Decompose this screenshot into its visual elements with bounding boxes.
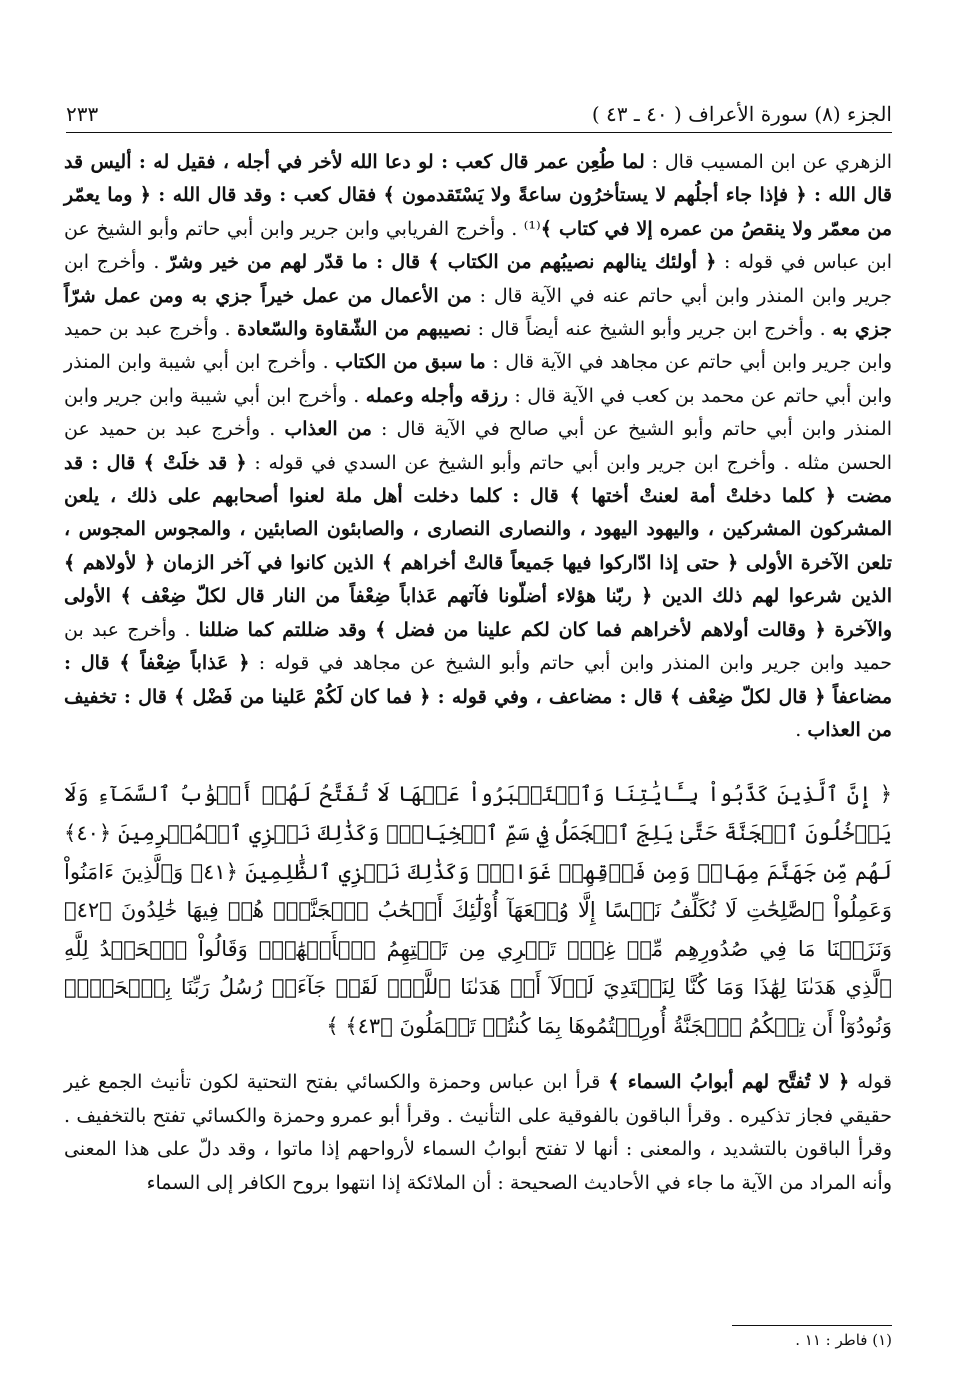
verse-41: لَهُم مِّن جَهَنَّمَ مِهَادٞ وَمِن فَوۡقِهِمۡ غَوَاشٖۚ وَكَذَٰلِكَ نَجۡزِي ٱلظَّٰلِمِينَ [245, 859, 892, 884]
page-body [64, 146, 892, 1200]
commentary-bold: ﴿ قد خلَتْ ﴾ قال : قد مضت ﴿ كلما دخلتْ أمة لعنتْ أختها ﴾ قال : كلما دخلت أهل ملة لعنوا أصحابهم على ذلك ، يلعن المشركون المشركين ، واليهود اليهود ، والنصارى النصارى ، والصابئون الصابئين ، والمجوس المجوس ، تلعن الآخرة الأولى ﴿ حتى إذا ادّاركوا فيها جَميعاً قالتْ أخراهم ﴾ الذين كانوا في آخر الزمان ﴿ لأولاهم ﴾ الذين شرعوا لهم ذلك الدين ﴿ ربّنا هؤلاء أضلّونا فآتهم عَذاباً ضِعْفاً من النار قال لكلّ ضِعْف ﴾ الأولى والآخرة ﴿ وقالت أولاهم لأخراهم فما كان لكم علينا من فضل ﴾ وقد ضللتم كما ضللنا [64, 451, 892, 641]
verse-open-bracket: ﴿ [879, 782, 892, 807]
footnote: (١) فاطر : ١١ . [795, 1331, 892, 1349]
commentary-bold: لما طُعِن عمر قال كعب : لو دعا الله لأخر في أجله ، فقيل له : أليس قد قال الله : ﴿ فإذا جاء أجلُهم لا يستأخرُون ساعةً ولا يَسْتَقدمون ﴾ فقال كعب : وقد قال الله : ﴿ وما يعمّر من معمّر ولا ينقصُ من عمره إلا في كتاب ﴾ [64, 151, 892, 240]
verse-number-41: ﴿٤١﴾ [190, 859, 238, 884]
tafsir-text: قرأ ابن عباس وحمزة والكسائي بفتح التحتية لكون تأنيث الجمع غير حقيقي فجاز تذكيره . وقرأ الباقون بالفوقية على التأنيث . وقرأ أبو عمرو وحمزة والكسائي تفتح بالتخفيف . وقرأ الباقون بالتشديد ، والمعنى : أنها لا تفتح أبوابُ السماء لأرواحهم إذا ماتوا ، وقد دلّ على هذا المعنى وأنه المراد من الآية ما جاء في الأحاديث الصحيحة : أن الملائكة إذا انتهوا بروح الكافر إلى السماء [64, 1071, 892, 1194]
verse-40: إِنَّ ٱلَّذِينَ كَذَّبُواْ بِـَٔايَٰتِنَا وَٱسۡتَكۡبَرُواْ عَنۡهَا لَا تُفَتَّحُ لَهُمۡ أَبۡوَٰبُ ٱلسَّمَآءِ وَلَا يَدۡخُلُونَ ٱلۡجَنَّةَ حَتَّىٰ يَلِجَ ٱلۡجَمَلُ فِي سَمِّ ٱلۡخِيَاطِۚ وَكَذَٰلِكَ نَجۡزِي ٱلۡمُجۡرِمِينَ [64, 782, 892, 845]
quran-verses [64, 775, 892, 1045]
commentary-text: . وأخرج ابن جرير وأبو الشيخ عنه أيضاً قال : [471, 318, 833, 341]
tafsir-paragraph [64, 1066, 892, 1200]
verse-number-43: ﴿٤٣﴾ [345, 1013, 393, 1038]
commentary-text: . وأخرج عبد بن حميد وابن جرير وابن المنذر وابن أبي حاتم وأبو الشيخ عن مجاهد في قوله : [64, 618, 892, 675]
verse-close-bracket: ﴾ [326, 1013, 339, 1038]
commentary-text: . وأخرج عبد بن حميد عن الحسن مثله . وأخرج ابن جرير وابن أبي حاتم وأبو الشيخ عن السدي في قوله : [64, 418, 892, 474]
page-number: ٢٣٣ [66, 102, 99, 126]
commentary-text: . [795, 718, 808, 741]
footnote-divider [732, 1325, 892, 1326]
commentary-text: . وأخرج ابن أبي شيبة وابن المنذر وابن أبي حاتم عن محمد بن كعب في الآية قال : [64, 351, 892, 407]
commentary-text: . وأخرج عبد بن حميد وابن جرير وابن أبي حاتم عن مجاهد في الآية قال : [64, 318, 892, 374]
commentary-text: الزهري عن ابن المسيب قال : [644, 151, 892, 173]
commentary-bold: نصيبهم من الشّقاوة والسّعادة [237, 318, 472, 341]
verse-number-40: ﴿٤٠﴾ [64, 820, 112, 845]
running-header [66, 96, 892, 133]
commentary-text: . وأخرج ابن جرير وابن المنذر وابن أبي حاتم عنه في الآية قال : [64, 251, 893, 307]
commentary-bold: رزقه وأجله وعمله [365, 384, 508, 407]
commentary-text: . وأخرج ابن أبي شيبة وابن جرير وابن المنذر وابن أبي حاتم وأبو الشيخ عن أبي صالح في الآية قال : [64, 384, 892, 441]
tafsir-text: قوله [849, 1071, 893, 1094]
header-title: الجزء (٨) سورة الأعراف ( ٤٠ ـ ٤٣ ) [591, 102, 892, 126]
verse-43: وَنَزَعۡنَا مَا فِي صُدُورِهِم مِّنۡ غِلّٖ تَجۡرِي مِن تَحۡتِهِمُ ٱلۡأَنۡهَٰرُۖ وَقَالُواْ ٱلۡحَمۡدُ لِلَّهِ ٱلَّذِي هَدَىٰنَا لِهَٰذَا وَمَا كُنَّا لِنَهۡتَدِيَ لَوۡلَآ أَنۡ هَدَىٰنَا ٱللَّهُۖ لَقَدۡ جَآءَتۡ رُسُلُ رَبِّنَا بِٱلۡحَقِّۖ وَنُودُوٓاْ أَن تِلۡكُمُ ٱلۡجَنَّةُ أُورِثۡتُمُوهَا بِمَا كُنتُمۡ تَعۡمَلُونَ [64, 936, 892, 1038]
commentary-bold: ﴿ عَذاباً ضِعْفاً ﴾ قال : مضاعفاً ﴿ قال لكلّ ضِعْف ﴾ قال : مضاعف ، وفي قوله : ﴿ فما كان لَكُمْ عَلينا من فَضْل ﴾ قال : تخفيف من العذاب [64, 652, 892, 741]
commentary-bold: من الأعمال من عمل خيراً جزي به ومن عمل شرّاً جزي به [64, 284, 892, 341]
commentary-bold: ﴿ أولئك ينالهم نصيبُهم من الكتاب ﴾ قال : ما قدّر لهم من خير وشرّ [167, 251, 717, 274]
verse-number-42: ﴿٤٢﴾ [64, 898, 112, 923]
commentary-text: ⁽¹⁾ . وأخرج الفريابي وابن جرير وابن أبي حاتم وأبو الشيخ عن ابن عباس في قوله : [64, 217, 892, 274]
verse-42: وَٱلَّذِينَ ءَامَنُواْ وَعَمِلُواْ ٱلصَّٰلِحَٰتِ لَا نُكَلِّفُ نَفۡسًا إِلَّا وُسۡعَهَآ أُوْلَٰٓئِكَ أَصۡحَٰبُ ٱلۡجَنَّةِۖ هُمۡ فِيهَا خَٰلِدُونَ [64, 859, 892, 923]
commentary-paragraph [64, 146, 892, 747]
commentary-bold: من العذاب [284, 418, 372, 441]
tafsir-bold: ﴿ لا تُفتَّح لهم أبوابُ السماء ﴾ [608, 1071, 850, 1094]
commentary-bold: ما سبق من الكتاب [335, 351, 486, 374]
